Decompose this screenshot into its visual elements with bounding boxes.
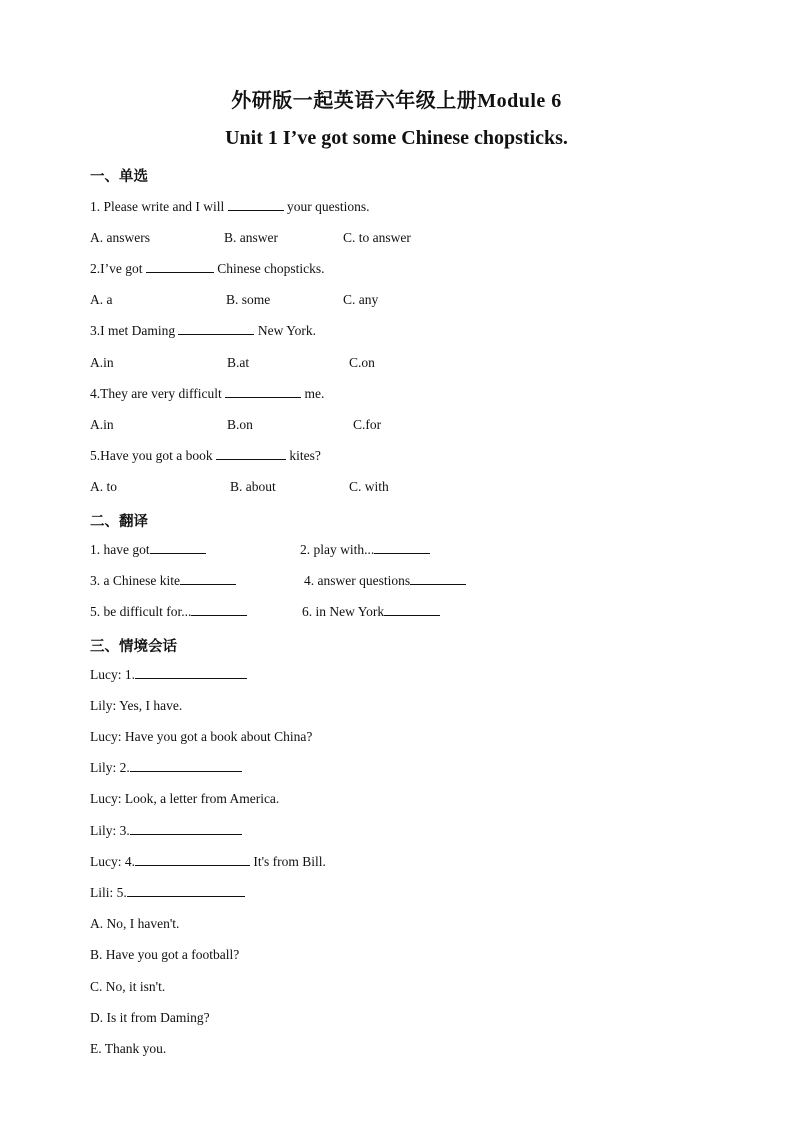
question-3 [90,323,316,339]
dialogue-line-7 [90,854,326,870]
question-text: 5.Have you got a book [90,448,213,463]
translate-item-3 [90,573,236,589]
answer-blank[interactable] [228,199,284,211]
item-text: 6. in New York [302,604,385,619]
question-4 [90,386,324,402]
translate-item-2 [300,542,430,558]
option-a: A. answers [90,230,150,245]
translate-item-1 [90,542,206,558]
answer-blank[interactable] [374,542,430,554]
dialogue-line-1 [90,667,247,683]
answer-blank[interactable] [410,573,466,585]
option-a: A. to [90,479,117,494]
dialogue-text: Lucy: 1. [90,667,135,682]
item-text: 1. have got [90,542,150,557]
option-c: C. with [349,479,389,494]
dialogue-option-d: D. Is it from Daming? [90,1010,210,1025]
option-c: C.on [349,355,375,370]
option-b: B. some [226,292,271,307]
answer-blank[interactable] [127,885,245,897]
option-b: B. about [230,479,276,494]
answer-blank[interactable] [150,542,206,554]
answer-blank[interactable] [216,448,286,460]
question-text: kites? [289,448,321,463]
question-1 [90,199,369,215]
question-2 [90,261,324,277]
option-b: B. answer [224,230,278,245]
answer-blank[interactable] [178,323,254,335]
option-a: A.in [90,355,114,370]
question-text: New York. [257,323,316,338]
option-b: B.at [227,355,250,370]
option-a: A.in [90,417,114,432]
dialogue-line-3: Lucy: Have you got a book about China? [90,729,313,744]
item-text: 2. play with... [300,542,375,557]
answer-blank[interactable] [135,854,250,866]
question-text: 3.I met Daming [90,323,176,338]
dialogue-option-a: A. No, I haven't. [90,916,180,931]
section1-heading: 一、单选 [90,169,148,185]
item-text: 5. be difficult for... [90,604,192,619]
dialogue-line-2: Lily: Yes, I have. [90,698,183,713]
question-text: 2.I’ve got [90,261,143,276]
page-subtitle: Unit 1 I’ve got some Chinese chopsticks. [225,127,568,149]
answer-blank[interactable] [146,261,214,273]
dialogue-text: Lucy: 4. [90,854,135,869]
question-text: 4.They are very difficult [90,386,222,401]
answer-blank[interactable] [225,386,301,398]
option-b: B.on [227,417,253,432]
dialogue-text: Lily: 2. [90,760,130,775]
answer-blank[interactable] [130,760,242,772]
page-title: 外研版一起英语六年级上册Module 6 [231,90,562,112]
dialogue-line-5: Lucy: Look, a letter from America. [90,791,280,806]
dialogue-line-8 [90,885,245,901]
item-text: 3. a Chinese kite [90,573,180,588]
question-5 [90,448,321,464]
dialogue-text: Lily: 3. [90,823,130,838]
translate-item-5 [90,604,247,620]
item-text: 4. answer questions [304,573,411,588]
answer-blank[interactable] [135,667,247,679]
option-c: C.for [353,417,382,432]
option-c: C. any [343,292,379,307]
dialogue-line-6 [90,823,242,839]
question-text: Chinese chopsticks. [217,261,325,276]
dialogue-option-b: B. Have you got a football? [90,947,240,962]
answer-blank[interactable] [384,604,440,616]
option-a: A. a [90,292,113,307]
answer-blank[interactable] [191,604,247,616]
section3-heading: 三、情境会话 [90,639,177,655]
question-text: 1. Please write and I will [90,199,225,214]
question-text: me. [304,386,325,401]
dialogue-line-4 [90,760,242,776]
dialogue-text: Lili: 5. [90,885,127,900]
answer-blank[interactable] [130,823,242,835]
translate-item-4 [304,573,466,589]
dialogue-option-c: C. No, it isn't. [90,979,166,994]
dialogue-option-e: E. Thank you. [90,1041,167,1056]
section2-heading: 二、翻译 [90,514,148,530]
translate-item-6 [302,604,440,620]
answer-blank[interactable] [180,573,236,585]
option-c: C. to answer [343,230,411,245]
dialogue-text: It's from Bill. [250,854,326,869]
question-text: your questions. [286,199,370,214]
